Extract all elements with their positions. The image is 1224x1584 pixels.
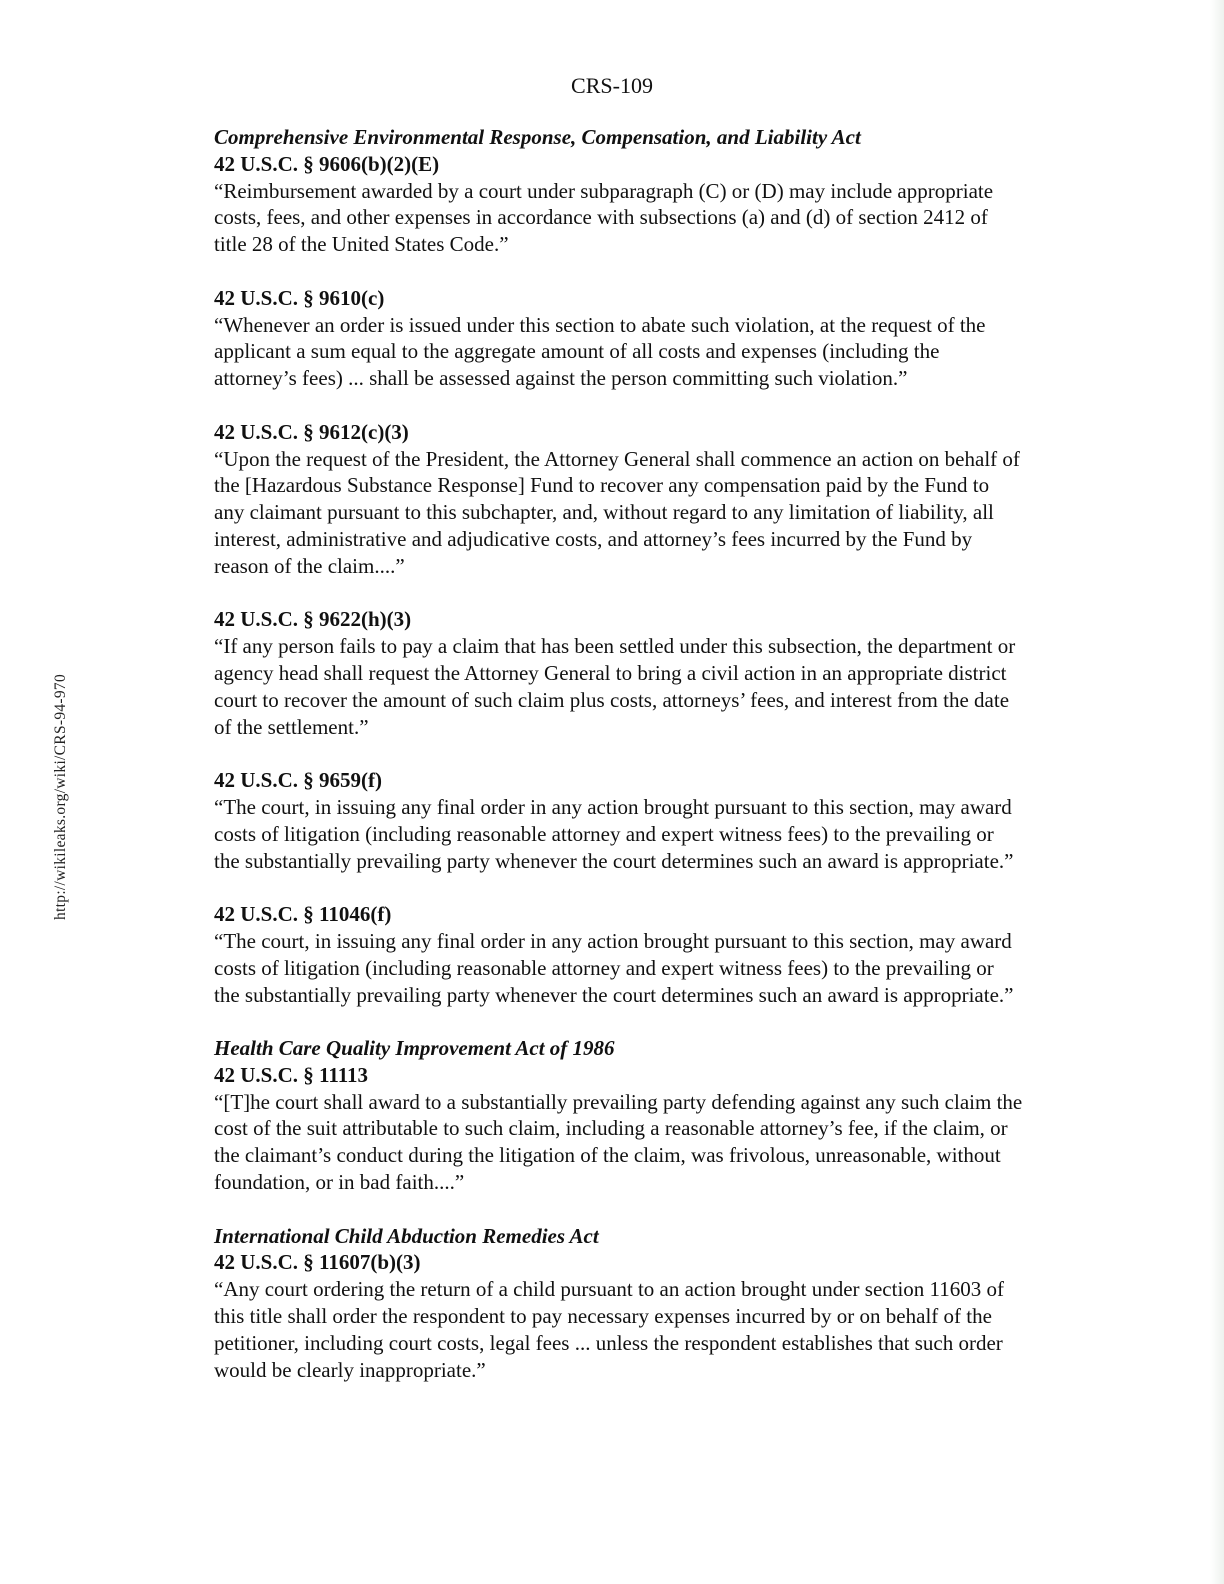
statute-quote: “Upon the request of the President, the Attorney General shall commence an action on behalf of the [Hazardous Substance Response] Fund to recover any compensation paid by the Fund to any claimant pursuant to this subchapter, and, without regard to any limitation of liability, all interest, administrative and adjudicative costs, and attorney’s fees incurred by the Fund by reason of the claim....”	[214, 446, 1020, 578]
statute-section	[214, 767, 1024, 874]
act-title: International Child Abduction Remedies Act	[214, 1223, 599, 1248]
act-title: Health Care Quality Improvement Act of 1986	[214, 1036, 615, 1061]
statute-section	[214, 1035, 1024, 1196]
act-title: Comprehensive Environmental Response, Compensation, and Liability Act	[214, 125, 861, 149]
statute-section	[214, 285, 1024, 392]
statute-quote: “The court, in issuing any final order in any action brought pursuant to this section, may award costs of litigation (including reasonable attorney and expert witness fees) to the prevailing or the substantially prevailing party whenever the court determines such an award is appropriate.”	[214, 928, 1014, 1007]
statute-quote: “Reimbursement awarded by a court under subparagraph (C) or (D) may include appropriate costs, fees, and other expenses in accordance with subsections (a) and (d) of section 2412 of title 28 of the United States Code.”	[214, 178, 994, 257]
citation-heading: 42 U.S.C. § 9610(c)	[214, 285, 385, 310]
statute-quote: “The court, in issuing any final order in any action brought pursuant to this section, may award costs of litigation (including reasonable attorney and expert witness fees) to the prevailing or the substantially prevailing party whenever the court determines such an award is appropriate.”	[214, 794, 1014, 873]
citation-heading: 42 U.S.C. § 9612(c)(3)	[214, 419, 409, 444]
statute-section	[214, 901, 1024, 1008]
statute-section	[214, 419, 1024, 580]
citation-heading: 42 U.S.C. § 9659(f)	[214, 768, 382, 793]
citation-heading: 42 U.S.C. § 9606(b)(2)(E)	[214, 151, 440, 176]
citation-heading: 42 U.S.C. § 11046(f)	[214, 902, 392, 927]
page-edge-shadow	[1210, 0, 1224, 1584]
citation-heading: 42 U.S.C. § 11113	[214, 1062, 369, 1087]
statute-section	[214, 1223, 1024, 1384]
document-body	[214, 124, 1024, 1410]
statute-quote: “[T]he court shall award to a substantially prevailing party defending against any such claim the cost of the suit attributable to such claim, including a reasonable attorney’s fee, if the claim, or the claimant’s conduct during the litigation of the claim, was frivolous, unreasonable, without foundation, or in bad faith....”	[214, 1089, 1023, 1195]
statute-quote: “Whenever an order is issued under this section to abate such violation, at the request of the applicant a sum equal to the aggregate amount of all costs and expenses (including the attorney’s fees) ... shall be assessed against the person committing such violation.”	[214, 312, 986, 391]
citation-heading: 42 U.S.C. § 9622(h)(3)	[214, 607, 412, 632]
statute-section	[214, 606, 1024, 740]
statute-quote: “If any person fails to pay a claim that has been settled under this subsection, the department or agency head shall request the Attorney General to bring a civil action in an appropriate district court to recover the amount of such claim plus costs, attorneys’ fees, and interest from the date of the settlement.”	[214, 634, 1016, 739]
side-url-watermark: http://wikileaks.org/wiki/CRS-94-970	[52, 673, 69, 920]
statute-quote: “Any court ordering the return of a child pursuant to an action brought under section 11603 of this title shall order the respondent to pay necessary expenses incurred by or on behalf of the petitioner, including court costs, legal fees ... unless the respondent establishes that such order would be clearly inappropriate.”	[214, 1277, 1005, 1382]
page-number-header: CRS-109	[571, 73, 653, 98]
citation-heading: 42 U.S.C. § 11607(b)(3)	[214, 1250, 421, 1275]
statute-section	[214, 124, 1024, 258]
